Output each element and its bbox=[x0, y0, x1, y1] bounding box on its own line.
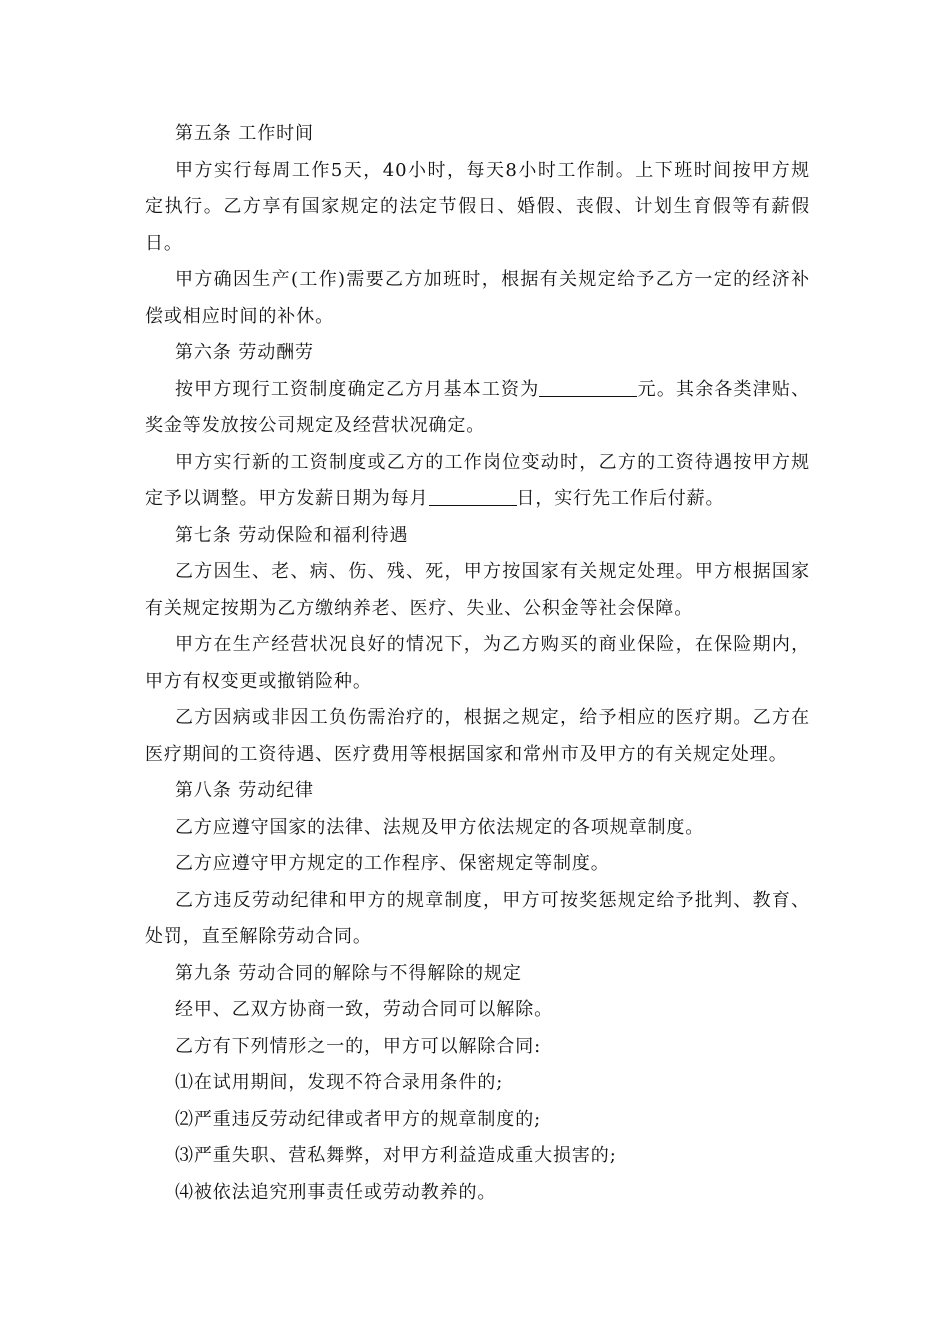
section-8-paragraph-3: 乙方违反劳动纪律和甲方的规章制度，甲方可按奖惩规定给予批判、教育、处罚，直至解除劳动合同。 bbox=[145, 889, 810, 947]
section-7-heading: 第七条 劳动保险和福利待遇 bbox=[175, 524, 409, 546]
payday-text-after: 日，实行先工作后付薪。 bbox=[516, 488, 725, 509]
section-9-list-item-1: ⑴在试用期间，发现不符合录用条件的; bbox=[175, 1072, 504, 1093]
section-8-paragraph-1: 乙方应遵守国家的法律、法规及甲方依法规定的各项规章制度。 bbox=[175, 816, 705, 838]
section-7-paragraph-2: 甲方在生产经营状况良好的情况下，为乙方购买的商业保险，在保险期内，甲方有权变更或撤销险种。 bbox=[145, 634, 810, 692]
section-9-paragraph-2: 乙方有下列情形之一的，甲方可以解除合同: bbox=[175, 1035, 542, 1057]
section-7-paragraph-1: 乙方因生、老、病、伤、残、死，甲方按国家有关规定处理。甲方根据国家有关规定按期为乙方缴纳养老、医疗、失业、公积金等社会保障。 bbox=[145, 561, 810, 619]
section-8-heading: 第八条 劳动纪律 bbox=[175, 780, 314, 801]
section-8-paragraph-2: 乙方应遵守甲方规定的工作程序、保密规定等制度。 bbox=[175, 853, 610, 874]
section-9-paragraph-1: 经甲、乙双方协商一致，劳动合同可以解除。 bbox=[175, 999, 553, 1020]
document-page bbox=[145, 116, 810, 1211]
payday-text-before: 甲方实行新的工资制度或乙方的工作岗位变动时，乙方的工资待遇按甲方规定予以调整。甲方发薪日期为每月 bbox=[145, 451, 810, 509]
payday-blank bbox=[429, 487, 517, 506]
section-9-list-item-3: ⑶严重失职、营私舞弊，对甲方利益造成重大损害的; bbox=[175, 1145, 617, 1166]
salary-text-after: 元。其余各类津贴、奖金等发放按公司规定及经营状况确定。 bbox=[145, 378, 810, 436]
section-5-paragraph-1: 甲方实行每周工作5天，40小时，每天8小时工作制。上下班时间按甲方规定执行。乙方享有国家规定的法定节假日、婚假、丧假、计划生育假等有薪假日。 bbox=[145, 159, 810, 254]
section-9-list-item-4: ⑷被依法追究刑事责任或劳动教养的。 bbox=[175, 1181, 497, 1203]
section-7-paragraph-3: 乙方因病或非因工负伤需治疗的，根据之规定，给予相应的医疗期。乙方在医疗期间的工资待遇、医疗费用等根据国家和常州市及甲方的有关规定处理。 bbox=[145, 707, 810, 765]
section-5-heading: 第五条 工作时间 bbox=[175, 123, 314, 144]
section-6-paragraph-2 bbox=[145, 445, 810, 518]
section-9-list-item-2: ⑵严重违反劳动纪律或者甲方的规章制度的; bbox=[175, 1108, 542, 1130]
salary-text-before: 按甲方现行工资制度确定乙方月基本工资为 bbox=[175, 378, 540, 400]
salary-blank bbox=[539, 378, 637, 397]
section-5-paragraph-2: 甲方确因生产(工作)需要乙方加班时，根据有关规定给予乙方一定的经济补偿或相应时间的补休。 bbox=[145, 269, 810, 327]
section-6-heading: 第六条 劳动酬劳 bbox=[175, 342, 314, 363]
section-6-paragraph-1 bbox=[145, 372, 810, 445]
section-9-heading: 第九条 劳动合同的解除与不得解除的规定 bbox=[175, 962, 522, 984]
